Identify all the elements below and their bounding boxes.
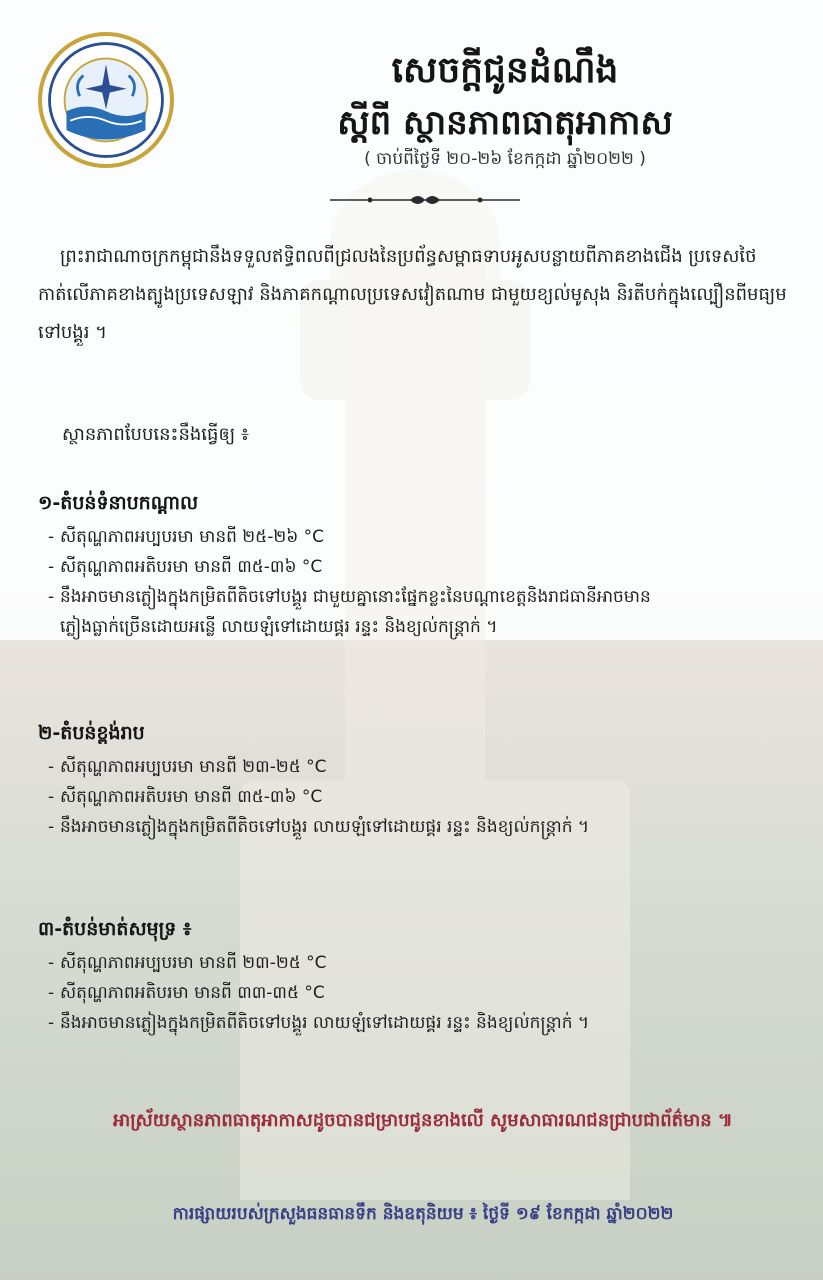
publisher-footer: ការផ្សាយរបស់ក្រសួងធនធានទឹក និងឧតុនិយម ៖ ថ្ងៃទី ១៩ ខែកក្កដា ឆ្នាំ២០២២ — [172, 1204, 674, 1224]
list-item: - សីតុណ្ហភាពអប្បបរមា មានពី ២៣-២៥ °C — [38, 752, 818, 782]
list-item: - សីតុណ្ហភាពអប្បបរមា មានពី ២៥-២៦ °C — [38, 522, 818, 552]
list-item: - នឹងអាចមានភ្លៀងក្នុងកម្រិតពីតិចទៅបង្គួរ លាយឡំទៅដោយផ្គរ រន្ទះ និងខ្យល់កន្ត្រាក់ ។ — [38, 1008, 818, 1038]
intro-paragraph: ព្រះរាជាណាចក្រកម្ពុជានឹងទទួលឥទ្ធិពលពីជ្រលងនៃប្រព័ន្ធសម្ពាធទាបអូសបន្លាយពីភាគខាងជើង ប្រទេសថៃកាត់លើភាគខាងត្បូងប្រទេសឡាវ និងភាគកណ្តាលប្រទេសវៀតណាម ជាមួយខ្យល់មូសុង និរតីបក់ក្នុងល្បឿនពីមធ្យមទៅបង្គួរ ។ — [38, 246, 787, 343]
effects-lead: ស្ថានភាពបែបនេះនឹងធ្វើឲ្យ ៖ — [62, 424, 249, 445]
list-item: - សីតុណ្ហភាពអតិបរមា មានពី ៣៥-៣៦ °C — [38, 782, 818, 812]
notice-title: សេចក្តីជូនដំណឹង — [391, 50, 619, 91]
list-item: ភ្លៀងធ្លាក់ច្រើនដោយអន្លើ លាយឡំទៅដោយផ្គរ រន្ទះ និងខ្យល់កន្ត្រាក់ ។ — [60, 617, 498, 637]
list-item: - នឹងអាចមានភ្លៀងក្នុងកម្រិតពីតិចទៅបង្គួរ លាយឡំទៅដោយផ្គរ រន្ទះ និងខ្យល់កន្ត្រាក់ ។ — [38, 812, 818, 842]
ministry-seal-icon — [38, 32, 174, 168]
list-item: - នឹងអាចមានភ្លៀងក្នុងកម្រិតពីតិចទៅបង្គួរ ជាមួយគ្នានោះផ្នែកខ្លះនៃបណ្តាខេត្តនិងរាជធានីអាចមាន — [38, 582, 818, 612]
region-heading: ២-តំបន់ខ្ពង់រាប — [38, 722, 145, 744]
region-coastal — [38, 914, 818, 1038]
region-heading: ៣-តំបន់មាត់សមុទ្រ ៖ — [38, 918, 192, 940]
list-item: - សីតុណ្ហភាពអតិបរមា មានពី ៣៥-៣៦ °C — [38, 552, 818, 582]
summary-note: អាស្រ័យស្ថានភាពធាតុអាកាសដូចបានជម្រាបជូនខាងលើ សូមសាធារណជនជ្រាបជាព័ត៌មាន ៕ — [113, 1110, 733, 1131]
list-item: - សីតុណ្ហភាពអប្បបរមា មានពី ២៣-២៥ °C — [38, 948, 818, 978]
region-heading: ១-តំបន់ទំនាបកណ្តាល — [38, 492, 199, 514]
list-item: - សីតុណ្ហភាពអតិបរមា មានពី ៣៣-៣៥ °C — [38, 978, 818, 1008]
region-central-lowland — [38, 488, 818, 642]
region-plateau — [38, 718, 818, 842]
notice-subtitle: ស្តីពី ស្ថានភាពធាតុអាកាស — [337, 103, 673, 143]
ornament-divider-icon — [330, 192, 520, 208]
date-range: ( ចាប់ពីថ្ងៃទី ២០-២៦ ខែកក្កដា ឆ្នាំ២០២២ ) — [364, 149, 646, 169]
